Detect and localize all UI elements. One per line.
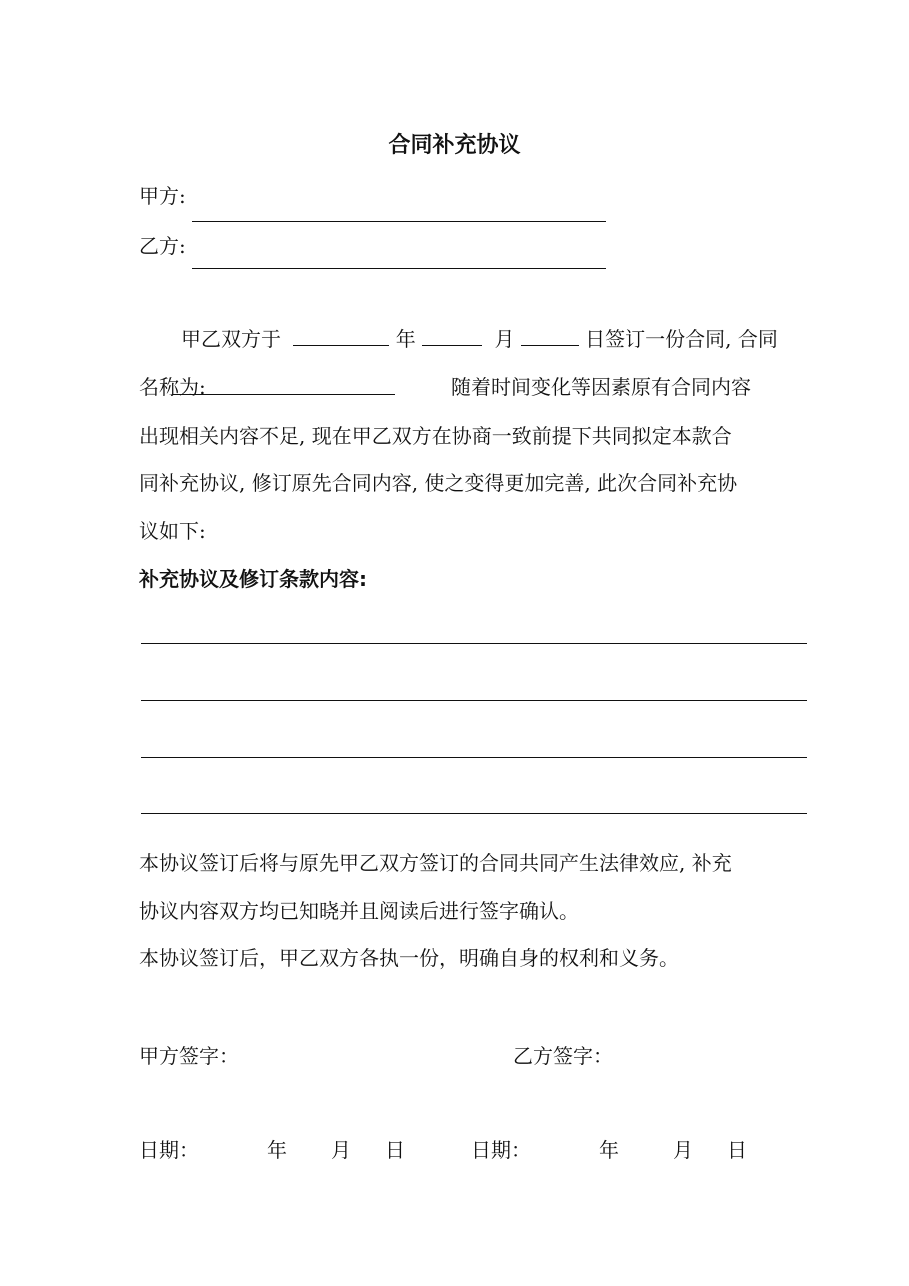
party-a-date-label: 日期： [139, 1138, 199, 1162]
intro-day-label: 日签订一份合同, 合同 [585, 327, 778, 351]
intro-line-4: 同补充协议, 修订原先合同内容, 使之变得更加完善, 此次合同补充协 [139, 471, 738, 495]
signed-day-blank [521, 325, 579, 346]
intro-line-2 [139, 371, 206, 400]
party-a-date-day: 日 [385, 1138, 405, 1162]
closing-line-1: 本协议签订后将与原先甲乙双方签订的合同共同产生法律效应, 补充 [139, 851, 732, 875]
party-a-underline [192, 221, 606, 222]
intro-line-3: 出现相关内容不足, 现在甲乙双方在协商一致前提下共同拟定本款合 [139, 424, 732, 448]
intro-signed-prefix: 甲乙双方于 [181, 327, 281, 351]
party-b-date-year: 年 [599, 1138, 619, 1162]
content-line-4 [141, 813, 807, 814]
party-b-signature-label: 乙方签字： [513, 1044, 613, 1068]
party-a-signature-label: 甲方签字： [139, 1044, 239, 1068]
contract-name-label: 名称为: [139, 375, 206, 399]
signed-year-blank [293, 325, 389, 346]
content-line-1 [141, 643, 807, 644]
intro-line-1 [181, 323, 778, 352]
party-b-date-day: 日 [727, 1138, 747, 1162]
content-line-2 [141, 700, 807, 701]
document-title: 合同补充协议 [388, 133, 521, 158]
contract-name-underline [173, 394, 395, 395]
party-a-date-year: 年 [267, 1138, 287, 1162]
intro-line-5: 议如下: [139, 519, 206, 543]
section-heading: 补充协议及修订条款内容: [139, 567, 367, 591]
party-b-label: 乙方: [139, 234, 186, 258]
intro-line-2-tail: 随着时间变化等因素原有合同内容 [451, 375, 751, 399]
party-b-date-label: 日期： [471, 1138, 531, 1162]
intro-year-label: 年 [395, 327, 416, 351]
closing-line-2: 协议内容双方均已知晓并且阅读后进行签字确认。 [139, 899, 579, 923]
party-b-underline [192, 268, 606, 269]
signed-month-blank [422, 325, 482, 346]
closing-line-3: 本协议签订后，甲乙双方各执一份，明确自身的权利和义务。 [139, 946, 679, 970]
party-a-date-month: 月 [331, 1138, 351, 1162]
party-b-date-month: 月 [673, 1138, 693, 1162]
content-line-3 [141, 757, 807, 758]
intro-month-label: 月 [494, 327, 515, 351]
party-a-label: 甲方: [139, 184, 186, 208]
